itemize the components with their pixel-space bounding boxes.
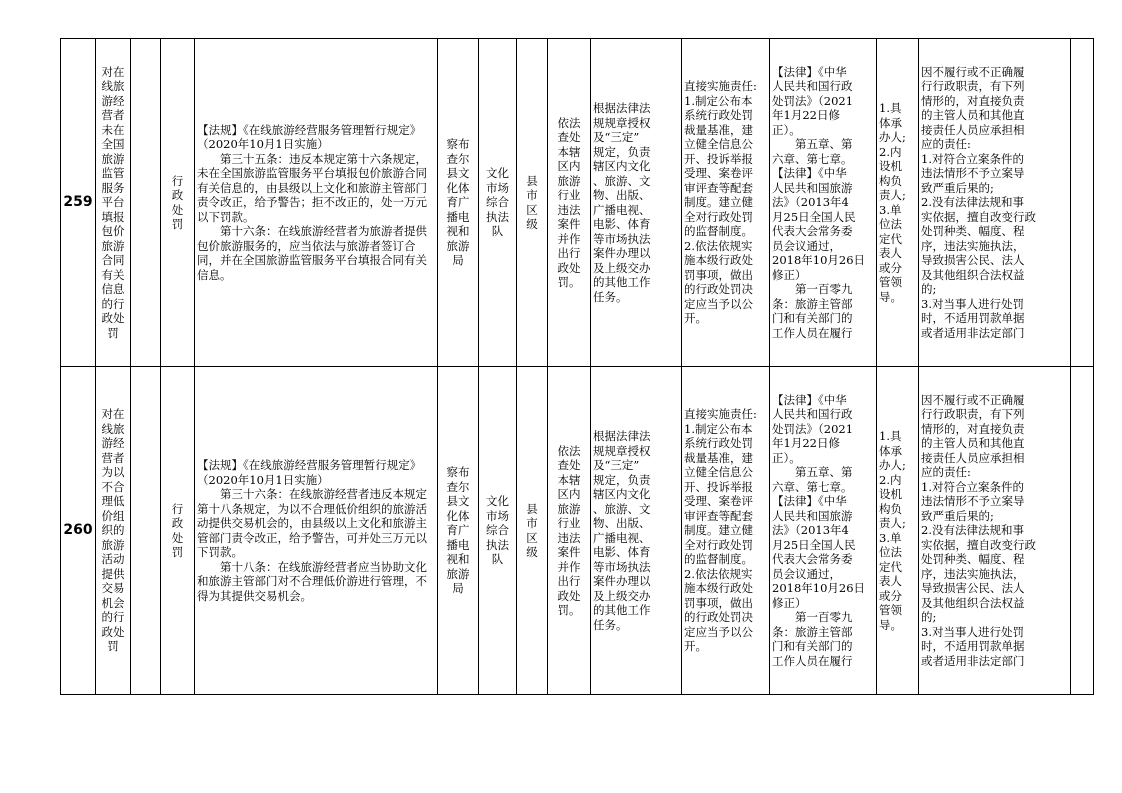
legal-basis [197, 458, 435, 603]
responsibility-cell: 直接实施责任: 1.制定公布本 系统行政处罚 裁量基准，建 立健全信息公 开、投诉举报 受理、案卷评 审评查等配套 制度。建立健 全对行政处罚 的监督制度。 2.依法依规实 施本级行政处 罚事项，做出 的行政处罚决 定应当予以公 开。 [682, 367, 770, 695]
unit-cell: 文化 市场 综合 执法 队 [479, 39, 517, 367]
legal-basis-paragraph: 第三十六条：在线旅游经营者违反本规定第十八条规定，为以不合理低价组织的旅游活动提供交易机会的，由县级以上文化和旅游主管部门责令改正，给予警告，可并处三万元以下罚款。 [197, 487, 427, 559]
item-name: 对在 线旅 游经 营者 未在 全国 旅游 监管 服务 平台 填报 包价 旅游 合同 有关 信息 的行 政处 罚 [101, 64, 125, 340]
legal-basis-paragraph: 第三十五条：违反本规定第十六条规定，未在全国旅游监管服务平台填报包价旅游合同有关信息的，由县级以上文化和旅游主管部门责令改正，给予警告；拒不改正的，处一万元以下罚款。 [197, 151, 427, 224]
scope-cell: 依法 查处 本辖 区内 旅游 行业 违法 案件 并作 出行 政处 罚。 [548, 367, 591, 695]
department-cell: 察布 查尔 县文 化体 育广 播电 视和 旅游 局 [438, 367, 479, 695]
level-cell: 县 市 区 级 [517, 367, 548, 695]
responsibility-cell: 直接实施责任: 1.制定公布本 系统行政处罚 裁量基准，建 立健全信息公 开、投诉举报 受理、案卷评 审评查等配套 制度。建立健 全对行政处罚 的监督制度。 2.依法依规实 施本级行政处 罚事项，做出 的行政处罚决 定应当予以公 开。 [682, 39, 770, 367]
blank-cell [131, 367, 161, 695]
accountability-text: 因不履行或不正确履 行行政职责，有下列 情形的，对直接负责 的主管人员和其他直 接责任人员应承担相 应的责任: 1.对符合立案条件的 违法情形不予立案导 致严重后果的; 2.没有法律法规和事 实依据，擅自改变行政 处罚种类、幅度、程 序，违法实施执法， 导致损害公民、法人 及其他组织合法权益 的; 3.对当事人进行处罚 时，不适用罚款单据 或者适用非法定部门 [921, 392, 1036, 668]
law-cell [770, 39, 877, 367]
law-text: 【法律】《中华 人民共和国行政 处罚法》（2021 年1月22日修 正）。 第五章、第 六章、第七章。 【法律】《中华 人民共和国旅游 法》（2013年4 月25日全国人民 代表大会常务委 员会议通过， 2018年10月26日 修正） 第一百零九 条：旅游主管部 门和有关部门的 工作人员在履行 [772, 392, 866, 668]
category-cell: 行 政 处 罚 [161, 367, 195, 695]
blank-cell [131, 39, 161, 367]
legal-basis-paragraph: 第十六条：在线旅游经营者为旅游者提供包价旅游服务的，应当依法与旅游者签订合同，并在全国旅游监管服务平台填报合同有关信息。 [197, 224, 427, 282]
row-number: 259 [61, 39, 96, 367]
unit-cell: 文化 市场 综合 执法 队 [479, 367, 517, 695]
item-name-cell [96, 39, 131, 367]
duty-cell: 根据法律法 规规章授权 及“三定” 规定，负责 辖区内文化 、旅游、文 物、出版、 广播电视、 电影、体育 等市场执法 案件办理以 及上级交办 的其他工作 任务。 [591, 39, 682, 367]
power-list-table [60, 38, 1094, 695]
table-row [61, 39, 1094, 367]
category-cell: 行 政 处 罚 [161, 39, 195, 367]
scope-cell: 依法 查处 本辖 区内 旅游 行业 违法 案件 并作 出行 政处 罚。 [548, 39, 591, 367]
accountability-cell [919, 39, 1071, 367]
legal-basis-paragraph: 【法规】《在线旅游经营服务管理暂行规定》（2020年10月1日实施） [197, 458, 422, 487]
legal-basis-cell [195, 39, 438, 367]
accountability-cell [919, 367, 1071, 695]
item-name-cell [96, 367, 131, 695]
legal-basis-cell [195, 367, 438, 695]
accountability-text: 因不履行或不正确履 行行政职责，有下列 情形的，对直接负责 的主管人员和其他直 接责任人员应承担相 应的责任: 1.对符合立案条件的 违法情形不予立案导 致严重后果的; 2.没有法律法规和事 实依据，擅自改变行政 处罚种类、幅度、程 序，违法实施执法， 导致损害公民、法人 及其他组织合法权益 的; 3.对当事人进行处罚 时，不适用罚款单据 或者适用非法定部门 [921, 64, 1036, 340]
subject-cell: 1.具 体承 办人; 2.内 设机 构负 责人; 3.单 位法 定代 表人 或分 管领 导。 [877, 367, 919, 695]
row-number: 260 [61, 367, 96, 695]
law-cell [770, 367, 877, 695]
remark-cell [1071, 39, 1094, 367]
subject-cell: 1.具 体承 办人; 2.内 设机 构负 责人; 3.单 位法 定代 表人 或分 管领 导。 [877, 39, 919, 367]
legal-basis-paragraph: 【法规】《在线旅游经营服务管理暂行规定》（2020年10月1日实施） [197, 122, 422, 152]
legal-basis-paragraph: 第十八条：在线旅游经营者应当协助文化和旅游主管部门对不合理低价游进行管理，不得为其提供交易机会。 [197, 559, 427, 603]
remark-cell [1071, 367, 1094, 695]
duty-cell: 根据法律法 规规章授权 及“三定” 规定，负责 辖区内文化 、旅游、文 物、出版、 广播电视、 电影、体育 等市场执法 案件办理以 及上级交办 的其他工作 任务。 [591, 367, 682, 695]
level-cell: 县 市 区 级 [517, 39, 548, 367]
table-row [61, 367, 1094, 695]
law-text: 【法律】《中华 人民共和国行政 处罚法》（2021 年1月22日修 正）。 第五章、第 六章、第七章。 【法律】《中华 人民共和国旅游 法》（2013年4 月25日全国人民 代表大会常务委 员会议通过， 2018年10月26日 修正） 第一百零九 条：旅游主管部 门和有关部门的 工作人员在履行 [772, 64, 866, 340]
department-cell: 察布 查尔 县文 化体 育广 播电 视和 旅游 局 [438, 39, 479, 367]
legal-basis [197, 123, 435, 283]
item-name: 对在 线旅 游经 营者 为以 不合 理低 价组 织的 旅游 活动 提供 交易 机会 的行 政处 罚 [101, 407, 125, 654]
